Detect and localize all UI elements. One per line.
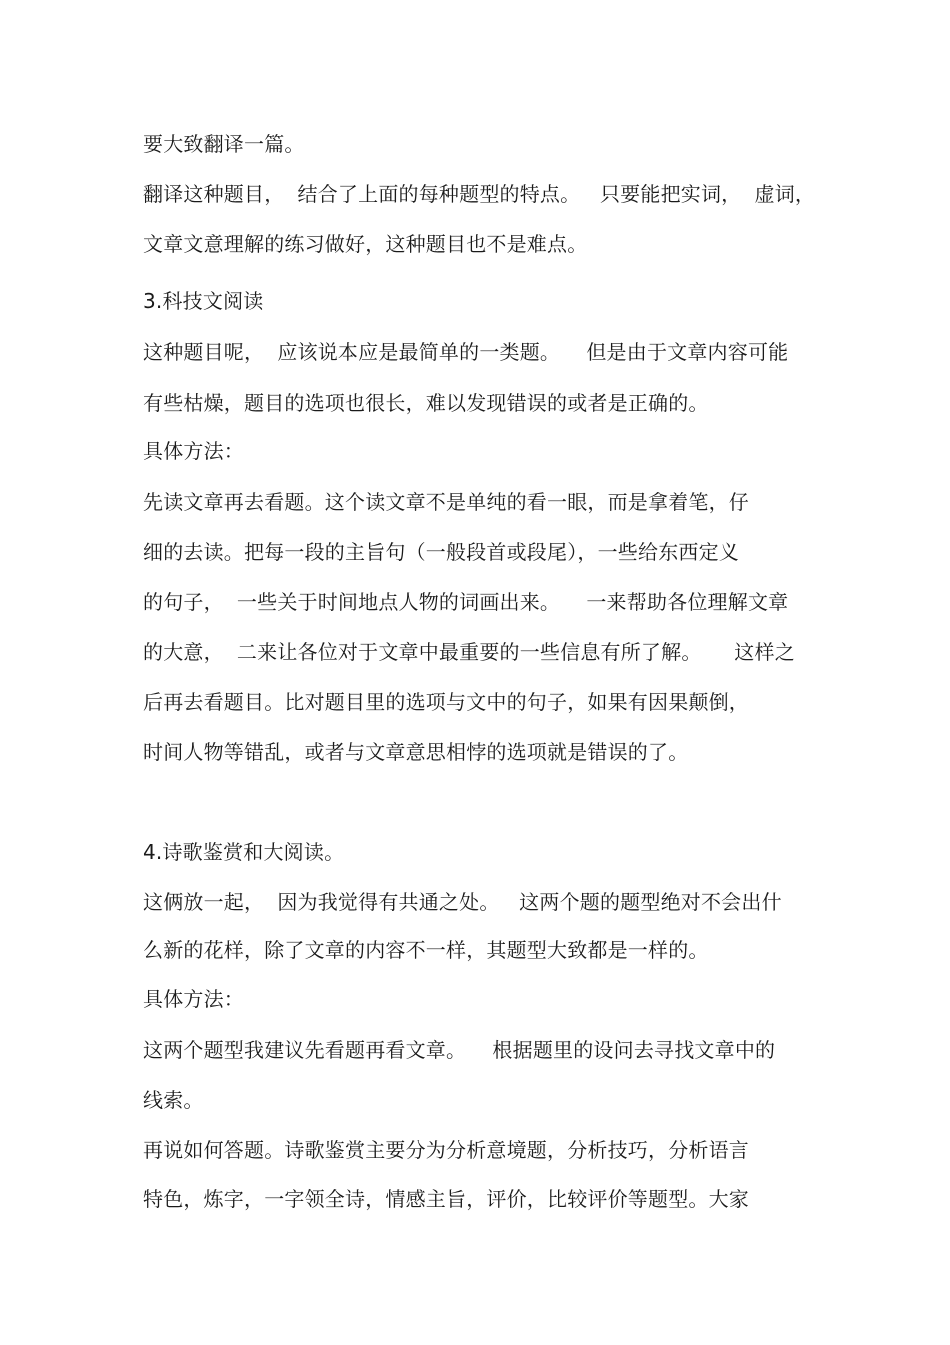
text-line: 要大致翻译一篇。 bbox=[143, 132, 305, 156]
text-line: 后再去看题目。比对题目里的选项与文中的句子，如果有因果颠倒， bbox=[143, 690, 749, 714]
text-line: 特色，炼字，一字领全诗，情感主旨，评价，比较评价等题型。大家 bbox=[143, 1187, 749, 1211]
text-line: 翻译这种题目， 结合了上面的每种题型的特点。 只要能把实词， 虚词， bbox=[143, 182, 816, 206]
text-line: 这种题目呢， 应该说本应是最简单的一类题。 但是由于文章内容可能 bbox=[143, 340, 789, 364]
text-line: 的句子， 一些关于时间地点人物的词画出来。 一来帮助各位理解文章 bbox=[143, 590, 789, 614]
method-label: 具体方法： bbox=[143, 439, 244, 463]
section-heading: 4.诗歌鉴赏和大阅读。 bbox=[143, 840, 345, 864]
text-line: 文章文意理解的练习做好，这种题目也不是难点。 bbox=[143, 232, 588, 256]
text-line: 再说如何答题。诗歌鉴赏主要分为分析意境题，分析技巧，分析语言 bbox=[143, 1138, 749, 1162]
text-line: 这俩放一起， 因为我觉得有共通之处。 这两个题的题型绝对不会出什 bbox=[143, 890, 782, 914]
text-line: 先读文章再去看题。这个读文章不是单纯的看一眼，而是拿着笔，仔 bbox=[143, 490, 749, 514]
text-line: 细的去读。把每一段的主旨句（一般段首或段尾），一些给东西定义 bbox=[143, 540, 739, 564]
text-line: 时间人物等错乱，或者与文章意思相悖的选项就是错误的了。 bbox=[143, 740, 689, 764]
text-line: 线索。 bbox=[143, 1088, 204, 1112]
text-line: 的大意， 二来让各位对于文章中最重要的一些信息有所了解。 这样之 bbox=[143, 640, 795, 664]
text-line: 这两个题型我建议先看题再看文章。 根据题里的设问去寻找文章中的 bbox=[143, 1038, 776, 1062]
text-line: 有些枯燥，题目的选项也很长，难以发现错误的或者是正确的。 bbox=[143, 391, 709, 415]
method-label: 具体方法： bbox=[143, 987, 244, 1011]
text-line: 么新的花样，除了文章的内容不一样，其题型大致都是一样的。 bbox=[143, 938, 709, 962]
section-heading: 3.科技文阅读 bbox=[143, 289, 264, 313]
